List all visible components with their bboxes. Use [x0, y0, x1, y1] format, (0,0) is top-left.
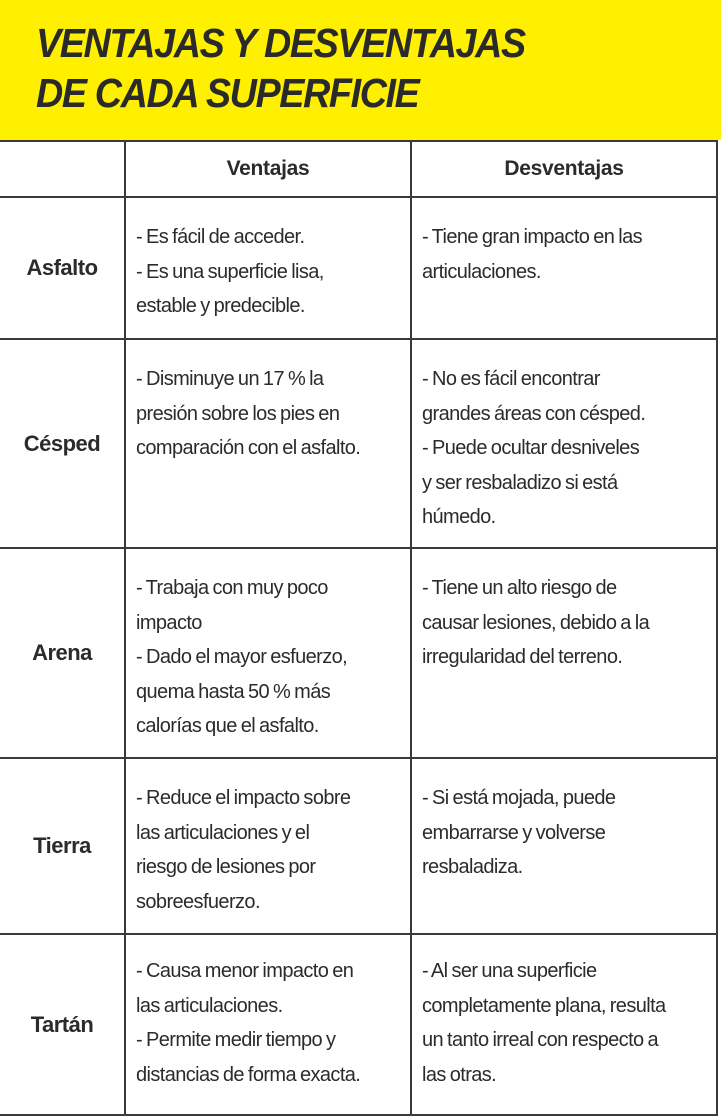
table-column-rule: [124, 140, 126, 1116]
table-rule: [0, 1114, 718, 1116]
cell-desventajas-tierra: - Si está mojada, puede embarrarse y volverse resbaladiza.: [422, 787, 616, 878]
cell-desventajas-cesped: - No es fácil encontrar grandes áreas con césped. - Puede ocultar desniveles y ser resbaladizo si está húmedo.: [422, 368, 646, 528]
title-line-2: DE CADA SUPERFICIE: [36, 70, 419, 116]
cell-ventajas-cesped: - Disminuye un 17 % la presión sobre los pies en comparación con el asfalto.: [136, 368, 361, 459]
comparison-table: [0, 140, 721, 1118]
row-label-asfalto: Asfalto: [26, 255, 98, 280]
cell-ventajas-tierra: - Reduce el impacto sobre las articulaciones y el riesgo de lesiones por sobreesfuerzo.: [136, 787, 351, 913]
row-label-tartan: Tartán: [30, 1011, 94, 1037]
cell-desventajas-asfalto: - Tiene gran impacto en las articulaciones.: [422, 226, 643, 283]
column-header-ventajas: Ventajas: [226, 156, 310, 180]
row-label-arena: Arena: [32, 640, 92, 665]
column-header-desventajas: Desventajas: [504, 156, 624, 180]
title-line-1: VENTAJAS Y DESVENTAJAS: [36, 20, 525, 66]
cell-desventajas-tartan: - Al ser una superficie completamente plana, resulta un tanto irreal con respecto a las otras.: [422, 960, 666, 1086]
title-banner: [0, 0, 721, 140]
row-label-cesped: Césped: [23, 430, 101, 456]
page-title: [36, 18, 525, 118]
cell-ventajas-arena: - Trabaja con muy poco impacto - Dado el mayor esfuerzo, quema hasta 50 % más calorías que el asfalto.: [136, 577, 348, 737]
column-header-surface: [0, 140, 124, 197]
cell-desventajas-arena: - Tiene un alto riesgo de causar lesiones, debido a la irregularidad del terreno.: [422, 577, 650, 668]
table-column-rule: [716, 140, 718, 1116]
cell-ventajas-tartan: - Causa menor impacto en las articulaciones. - Permite medir tiempo y distancias de forma exacta.: [136, 960, 361, 1086]
cell-ventajas-asfalto: - Es fácil de acceder. - Es una superficie lisa, estable y predecible.: [136, 226, 324, 317]
row-label-tierra: Tierra: [33, 833, 91, 858]
table-column-rule: [410, 140, 412, 1116]
